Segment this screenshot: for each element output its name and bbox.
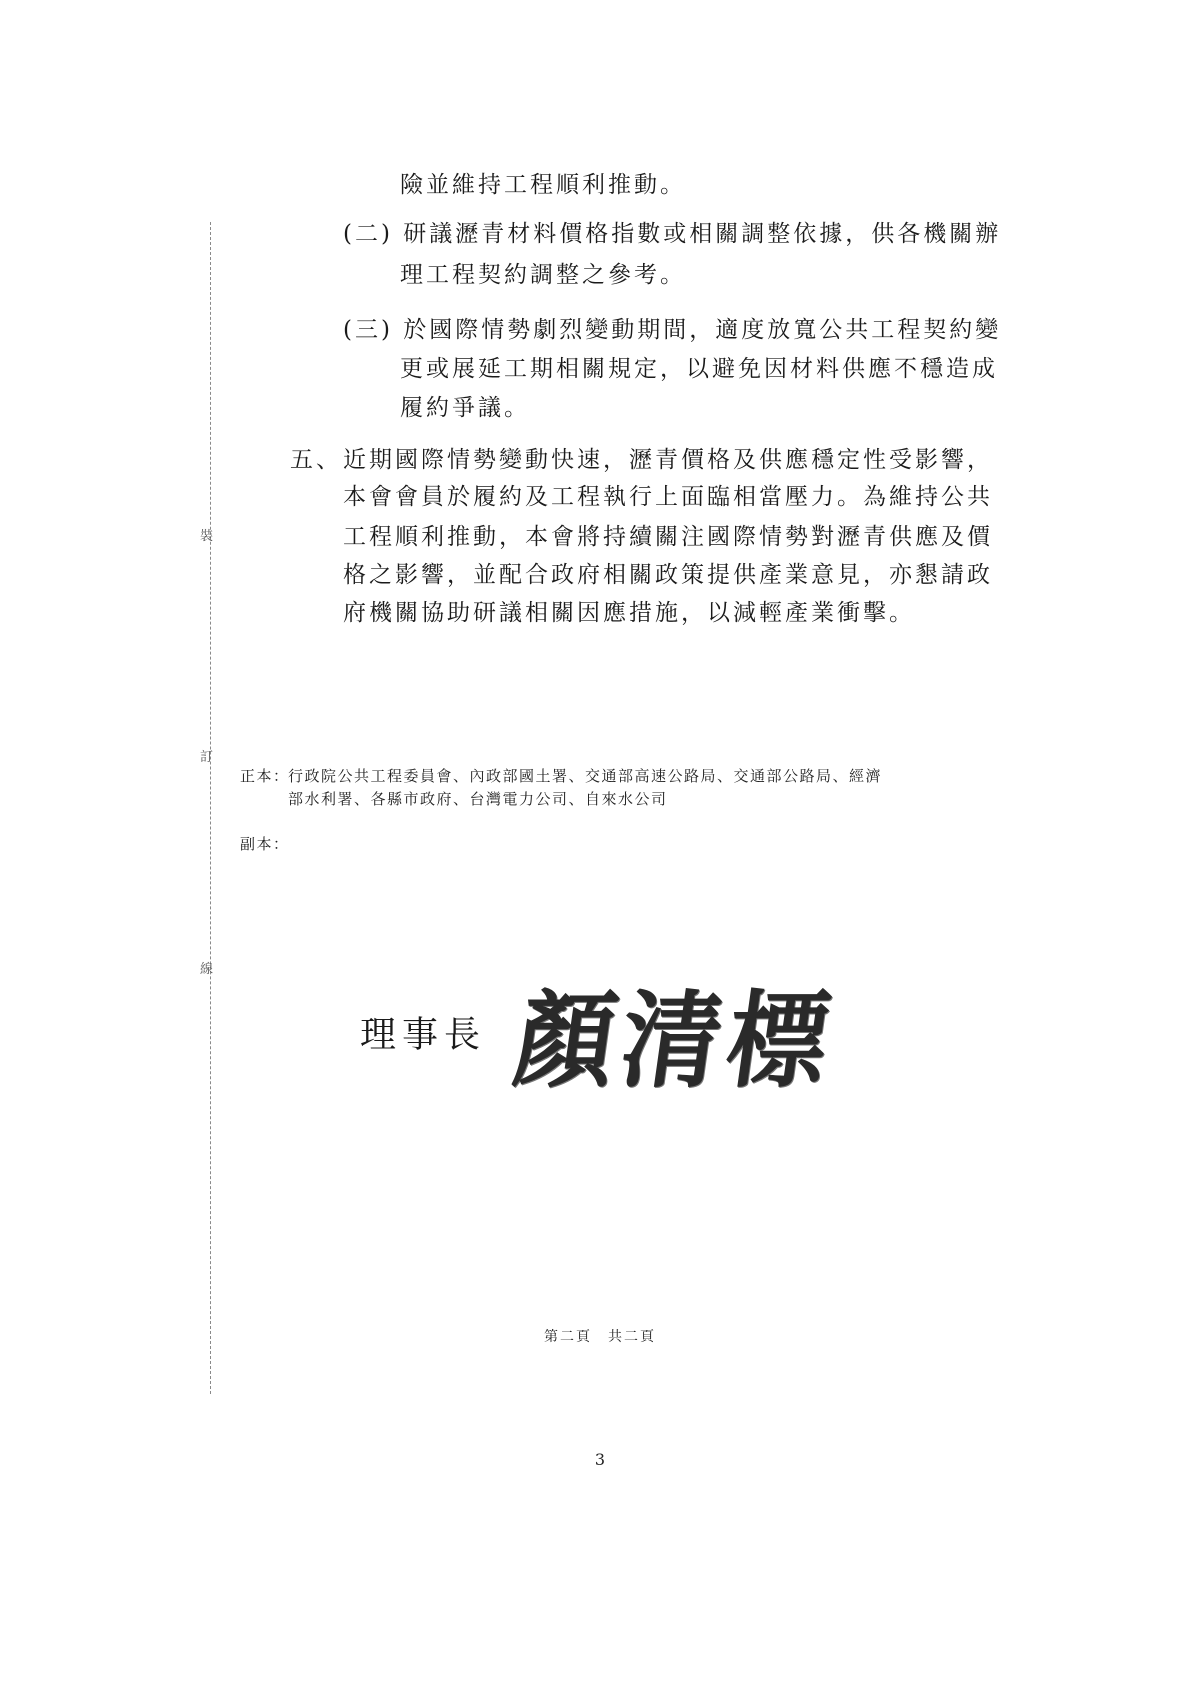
sub-item-3-line-2: 更或展延工期相關規定，以避免因材料供應不穩造成 (400, 356, 998, 382)
sub-item-2-line-1: 研議瀝青材料價格指數或相關調整依據，供各機關辦 (403, 221, 1002, 247)
primary-recipients-line-2: 部水利署、各縣市政府、台灣電力公司、自來水公司 (288, 790, 668, 808)
section-5-line-4: 格之影響，並配合政府相關政策提供產業意見，亦懇請政 (343, 562, 993, 588)
section-5-line-5: 府機關協助研議相關因應措施，以減輕產業衝擊。 (343, 600, 915, 626)
primary-recipients-label: 正本： (240, 767, 290, 785)
section-5-line-2: 本會會員於履約及工程執行上面臨相當壓力。為維持公共 (343, 484, 993, 510)
binding-line (210, 222, 211, 1394)
signature-name-stamp: 顏清標 (507, 978, 843, 1103)
sub-item-2-marker: (二) (343, 221, 393, 247)
sub-item-3-line-1: 於國際情勢劇烈變動期間，適度放寬公共工程契約變 (403, 317, 1002, 343)
sub-item-3-line-3: 履約爭議。 (400, 395, 530, 421)
binding-mark-xian: 線 (200, 962, 214, 977)
continuation-text: 險並維持工程順利推動。 (400, 172, 686, 198)
binding-mark-ding: 訂 (200, 750, 214, 765)
section-5-line-3: 工程順利推動，本會將持續關注國際情勢對瀝青供應及價 (343, 524, 993, 550)
signature-title: 理事長 (360, 1014, 487, 1056)
page-number: 3 (594, 1450, 606, 1469)
sub-item-3-marker: (三) (343, 317, 393, 343)
signature-block (360, 960, 843, 1104)
sub-item-2-line-2: 理工程契約調整之參考。 (400, 262, 686, 288)
binding-mark-zhuang: 裝 (200, 529, 214, 544)
primary-recipients-line-1: 行政院公共工程委員會、內政部國土署、交通部高速公路局、交通部公路局、經濟 (288, 767, 883, 785)
section-5-line-1: 近期國際情勢變動快速，瀝青價格及供應穩定性受影響， (343, 447, 993, 473)
section-5-marker: 五、 (290, 447, 342, 473)
page-footer: 第二頁 共二頁 (544, 1329, 656, 1345)
copy-recipients-label: 副本： (240, 835, 290, 853)
